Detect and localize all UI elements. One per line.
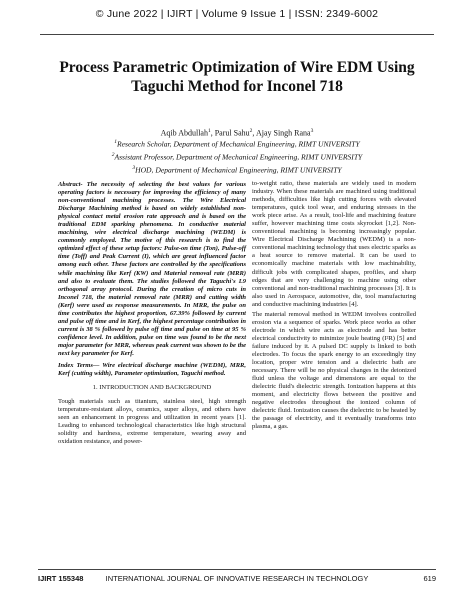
affiliation-1 xyxy=(40,137,434,150)
right-column xyxy=(252,180,416,433)
footer-divider xyxy=(38,569,436,570)
affiliation-1-text: Research Scholar, Department of Mechanical Engineering, RIMT UNIVERSITY xyxy=(117,139,360,149)
page-footer xyxy=(38,574,436,588)
affiliation-2-sup: 2 xyxy=(111,152,115,159)
affiliation-3 xyxy=(40,163,434,176)
affiliation-2-text: Assistant Professor, Department of Mechanical Engineering, RIMT UNIVERSITY xyxy=(114,152,363,162)
intro-paragraph-continued: to-weight ratio, these materials are widely used in modern industry. When these materials are machined using traditional methods, difficulties like high cutting forces with elevated temperatures, quick tool wear, and enduring stresses in the work piece arise. As a result, tool-life and machining feature suffer, however machining time costs skyrocket [1,2]. Non-conventional machining is becoming increasingly popular. Wire Electrical Discharge Machining (WEDM) is a non-conventional machining technology that uses electric sparks as a heat source to remove material. It can be used to economically machine materials with low machinability, difficult jobs with complicated shapes, profiles, and sharp edges that are very challenging to machine using other conventional and non-traditional machining processes [3]. It is also used in Aerospace, automotive, die, tool manufacturing and conductive machining industries [4]. xyxy=(252,180,416,308)
section-heading: 1. INTRODUCTION AND BACKGROUND xyxy=(92,384,212,392)
affiliation-2 xyxy=(40,150,434,163)
paper-title xyxy=(40,58,434,96)
author-1: Aqib Abdullah xyxy=(160,128,208,138)
index-terms: Index Terms— Wire electrical discharge machine (WEDM), MRR, Kerf (cutting width), Parameter optimization, Taguchi method. xyxy=(58,362,246,378)
abstract: Abstract- The necessity of selecting the best values for various operating factors is necessary for improving the efficiency of many non-conventional machining processes. The Wire Electrical Discharge Machining method is based on widely established non- physical contact metal erosion rate approach and is based on the traditional EDM sparking phenomena. In conductive material machining, wire electrical discharge machining (WEDM) is commonly employed. The motive of this research is to find the optimized effect of these setup factors: Pulse-on time (Ton), Pulse-off time (Toff) and Peak Current (I), which are great influenced factor among each other. These factors are controlled by the specifications while machining like Kerf (KW) and Material removal rate (MRR) and also to evaluate them. The studies followed the Taguchi's L9 orthogonal array protocol. During the creation of micro cuts in Inconel 718, the material removal rate (MRR) and cutting width (Kerf) were used as response measurements. In MRR, the pulse on time contributes the highest proportion, 67.39% followed by current and pulse off time and in Kerf, the highest percentage contribution in current is 38 % followed by pulse off time and pulse on time at 95 % confidence level. In addition, pulse on time was found to be the next major parameter for MRR, whereas peak current was shown to be the next key parameter for Kerf. xyxy=(58,181,246,357)
affiliation-3-text: HOD, Department of Mechanical Engineering, RIMT UNIVERSITY xyxy=(135,165,342,175)
author-3: Ajay Singh Rana xyxy=(255,128,311,138)
author-2-sup: 2 xyxy=(249,128,253,134)
affiliation-3-sup: 3 xyxy=(132,165,136,172)
material-removal-paragraph: The material removal method in WEDM involves controlled erosion via a sequence of sparks. Work piece works as other electrode in which wire acts as electrode and has better electrical conductivity to minimize joule heating (I²R) [5] and failure induced by it. A pulsed DC supply is linked to both electrodes. To focus the spark energy to an exceedingly tiny location, proper wire tension and a dielectric bath are necessary. There will be no physical changes in the deionized fluid unless the voltage and dimensions are equal to the dielectric fluid's dielectric strength. Ionization happens at this moment, and electricity flows between the positive and negative electrodes throughout the ionized column of dielectric fluid. Ionization causes the dielectric to be heated by the passage of electricity, and it eventually transforms into plasma, a gas. xyxy=(252,310,416,431)
affiliation-1-sup: 1 xyxy=(114,139,117,145)
journal-header: © June 2022 | IJIRT | Volume 9 Issue 1 | ISSN: 2349-6002 xyxy=(95,8,379,20)
title-line-2: Taguchi Method for Inconel 718 xyxy=(131,78,343,95)
author-3-sup: 3 xyxy=(310,128,314,134)
author-sep-1: , xyxy=(210,128,215,138)
author-2: Parul Sahu xyxy=(214,128,250,138)
paper-id: IJIRT 155348 xyxy=(38,574,84,583)
title-line-1: Process Parametric Optimization of Wire EDM Using xyxy=(59,59,415,76)
header-divider xyxy=(40,34,434,35)
author-sep-2: , xyxy=(252,128,256,138)
page-number: 619 xyxy=(423,574,436,583)
author-1-sup: 1 xyxy=(207,128,211,134)
left-column xyxy=(58,181,246,448)
intro-paragraph: Tough materials such as titanium, stainless steel, high strength temperature-resistant alloys, ceramics, super alloys, and others have seen an enhancement in progress and utilization in recent years [1]. Leading to enhanced technological characteristics like high structural solidity and hardness, extreme temperature, wearing away and oxidation resistance, and power- xyxy=(58,398,246,446)
journal-name: INTERNATIONAL JOURNAL OF INNOVATIVE RESEARCH IN TECHNOLOGY xyxy=(105,574,369,583)
affiliations xyxy=(40,137,434,176)
